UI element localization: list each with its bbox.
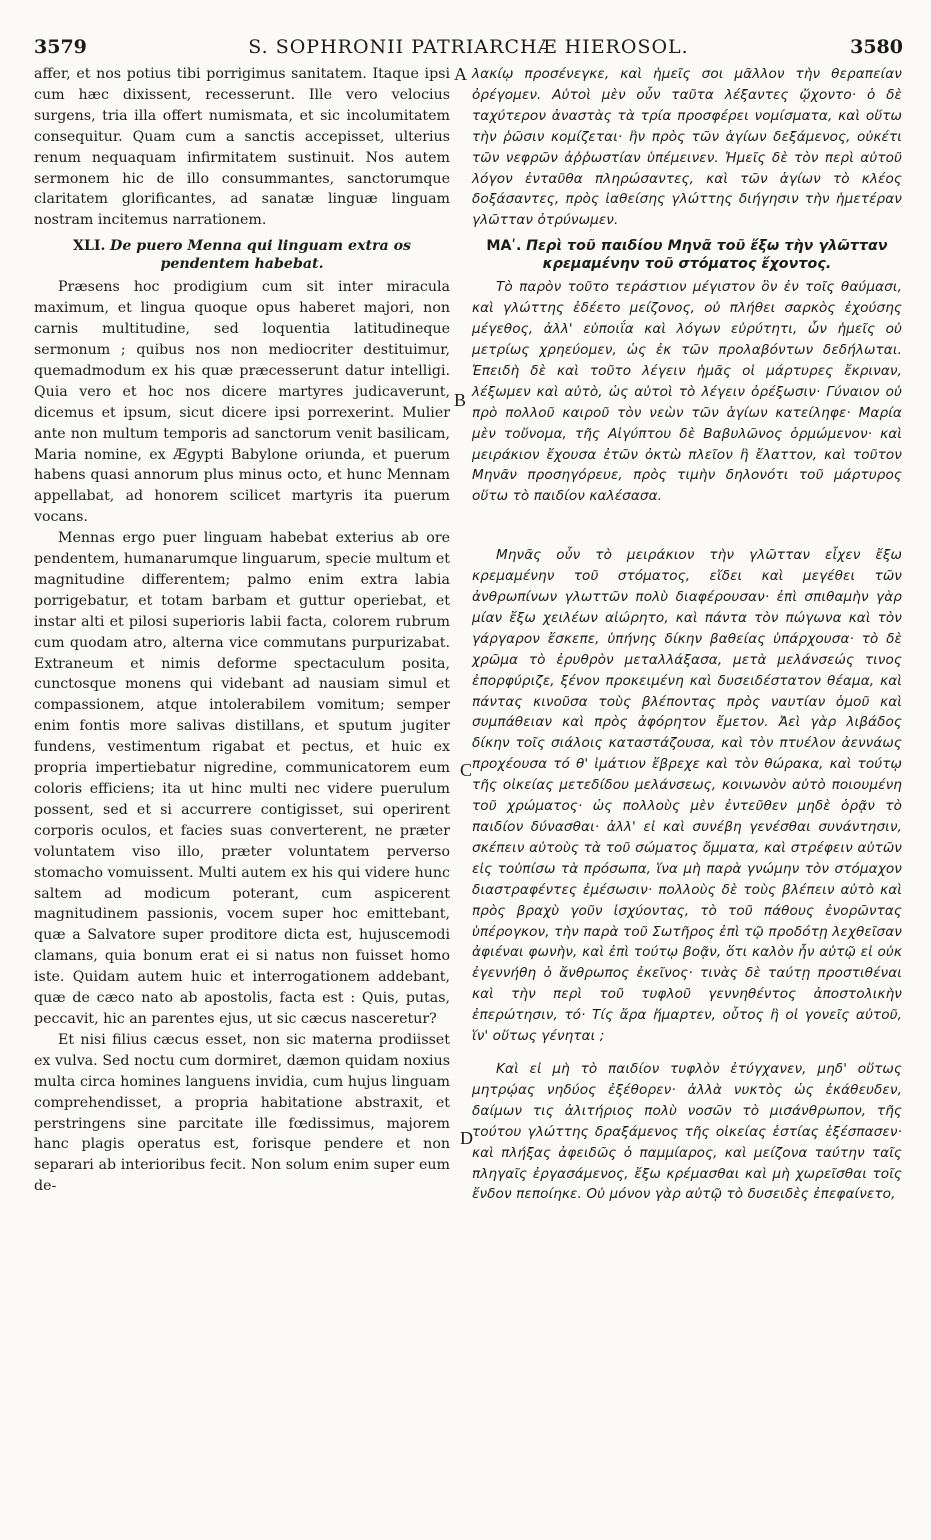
greek-spacer-2 [472,1047,902,1059]
latin-column [34,64,450,1197]
greek-paragraph-3: Μηνᾶς οὖν τὸ μειράκιον τὴν γλῶτταν εἶχεν ἔξω κρεμαμένην τοῦ στόματος, εἴδει καὶ μεγέθει τῶν ἀνθρωπίνων γλωττῶν πολὺ διαφέρουσαν· ἐπὶ σπιθαμὴν γὰρ μίαν ἔξω χειλέων αἰώρητο, καὶ πάντα τὸν πώγωνα καὶ τὸν γάργαρον ἔσκεπε, ὑπήνης δίκην βαθείας ὑπάρχουσα· τὸ δὲ χρῶμα τὸ ἐρυθρὸν μεταλλάξασα, μετὰ μελάνσεώς τινος ἐπορφύριζε, ξένον προκειμένη καὶ δυσειδέστατον θέαμα, καὶ πάντας κινοῦσα τοὺς βλέποντας πρὸς ναυτίαν ὁμοῦ καὶ συμπάθειαν καὶ πρὸς ἀφόρητον ἔμετον. Ἀεὶ γὰρ λιβάδος δίκην τοῖς σιάλοις καταστάζουσα, καὶ τὸν πτυέλον ἀεννάως προχέουσα τό θ' ἱμάτιον ἔβρεχε καὶ τὸν θώρακα, καὶ τούτῳ τῆς οἰκείας μετεδίδου μελάνσεως, κοινωνὸν αὐτὸ ποιουμένη τοῦ χρώματος· ὡς πολλοὺς μὲν ἐντεῦθεν μηδὲ ὁρᾷν τὸ παιδίον δύνασθαι· ἀλλ' εἰ καὶ συνέβη γενέσθαι συνάντησιν, σκέπειν αὐτοὺς τὰ τοῦ σώματος ὄμματα, καὶ στρέφειν αὐτῶν εἰς τοὐπίσω τὰ πρόσωπα, ἵνα μὴ παρὰ γνώμην τὸν στόμαχον διαστραφέντες ἐμέσωσιν· πολλοὺς δὲ τοὺς βλέπειν αὐτὸ καὶ πρὸς βραχὺ γοῦν ἰσχύοντας, τὸ τοῦ πάθους ἐνορῶντας ὑπέρογκον, τὴν παρὰ τοῦ Σωτῆρος ἐπὶ τῷ προδότῃ λεχθεῖσαν ἀφιέναι φωνὴν, καὶ ἐπὶ τούτῳ βοᾷν, ὅτι καλὸν ἦν αὐτῷ εἰ οὐκ ἐγεννήθη ὁ ἄνθρωπος ἐκεῖνος· τινὰς δὲ ταύτῃ προστιθέναι καὶ τὴν περὶ τοῦ τυφλοῦ γεννηθέντος ἀποστολικὴν ἐπερώτησιν, τό· Τίς ἄρα ἥμαρτεν, οὗτος ἢ οἱ γονεῖς αὐτοῦ, ἵν' οὕτως γένηται ; [472,547,902,1045]
greek-chapter-title: Περὶ τοῦ παιδίου Μηνᾶ τοῦ ἔξω τὴν γλῶτταν κρεμαμένην τοῦ στόματος ἔχοντος. [526,238,888,273]
latin-chapter-heading [34,237,450,273]
latin-paragraph-1: affer, et nos potius tibi porrigimus sanitatem. Itaque ipsi cum hæc dixissent, recesserunt. Ille vero velocius surgens, tria illa offert numismata, et sic incolumitatem consequitur. Quam cum a sanctis accepisset, ulterius renum nequaquam infirmitatem sustinuit. Nos autem sermonem hic de illo consummantes, sanctorumque claritatem glorificantes, ad sanatæ linguæ linguam nostram incitemus narrationem. [34,66,450,229]
section-marker-a: A [454,64,467,84]
greek-spacer [472,507,902,545]
page-header [34,36,903,60]
running-title: S. SOPHRONII PATRIARCHÆ HIEROSOL. [248,36,689,58]
latin-paragraph-4: Et nisi filius cæcus esset, non sic materna prodiisset ex vulva. Sed noctu cum dormiret, dæmon quidam noxius multa circa homines languens invidia, cum hujus linguam comprehendisset, a propria habitatione abstraxit, et perstringens sine parcitate ille fœdissimus, majorem hanc plagis operatus est, forisque pendere et non separari ab interioribus fecit. Non solum enim super eum de- [34,1031,450,1195]
latin-paragraph-2: Præsens hoc prodigium cum sit inter miracula maximum, et lingua quoque opus haberet majori, non carnis multitudine, sed loquentia latitudineque sermonum ; quibus nos non mediocriter destituimur, quemadmodum ex his quæ præcesserunt datur intelligi. Quia vero et hoc nos dicere martyres judicaverunt, dicemus et ipsum, sicut dicere ipsi porrexerint. Mulier ante non multum temporis ad sanctorum venit basilicam, Maria nomine, ex Ægypti Babylone oriunda, et puerum habens quasi annorum plus minus octo, et hunc Mennam appellabat, ad honorem scilicet martyris ita puerum vocans. [34,279,450,526]
section-marker-c: C [460,760,473,780]
latin-chapter-number: XLI. [72,238,106,255]
greek-paragraph-2: Τὸ παρὸν τοῦτο τεράστιον μέγιστον ὂν ἐν τοῖς θαύμασι, καὶ γλώττης ἐδέετο μείζονος, οὐ πλήθει σαρκὸς ἐχούσης μέγεθος, ἀλλ' εὐποιΐα καὶ λόγων εὐρύτητι, ὧν ἡμεῖς οὐ μετρίως χρηεύομεν, ὡς ἐκ τῶν προλαβόντων δεδήλωται. Ἐπειδὴ δὲ καὶ τοῦτο λέγειν ἡμᾶς οἱ μάρτυρες ἔκριναν, λέξωμεν καὶ αὐτὸ, ὡς αὐτοὶ τὸ λέγειν ὀρέξωσιν· Γύναιον οὐ πρὸ πολλοῦ καιροῦ τὸν νεὼν τῶν ἁγίων κατείληφε· Μαρία μὲν τοὔνομα, τῆς Αἰγύπτου δὲ Βαβυλῶνος ὁρμώμενον· καὶ μειράκιον ἔχουσα ἐτῶν ὀκτὼ πλεῖον ἢ ἔλαττον, καὶ τοῦτον Μηνᾶν προσηγόρευε, πρὸς τιμὴν δηλονότι τοῦ μάρτυρος οὕτω τὸ παιδίον καλέσασα. [472,279,902,505]
greek-column [472,64,902,1205]
page-number-left: 3579 [34,36,87,58]
latin-paragraph-3: Mennas ergo puer linguam habebat exterius ab ore pendentem, humanarumque linguarum, specie multum et magnitudine differentem; palmo enim extra labia porrigebatur, et totam barbam et guttur operiebat, et instar alti et pilosi superioris labii facta, colorem rubrum cum quodam atro, alterna vice commutans purpurizabat. Extraneum et nimis deforme spectaculum posita, cunctosque monens qui videbant ad nausiam simul et compassionem, atque intolerabilem vomitum; semper enim fontis more salivas distillans, et sputum jugiter fundens, vestimentum rigabat et pectus, et huic ex propria impertiebatur nigredine, communicatorem eum coloris efficiens; ita ut hinc multi nec videre puerulum possent, sed et si accurrere contigisset, sui operirent corporis oculos, et facies suas converterent, ne præter voluntatem viso illo, præter voluntatem perverso stomacho vomuissent. Multi autem ex his qui videre hunc saltem ad modicum poterant, cum aspicerent magnitudinem passionis, vocem super hoc emittebant, quæ a Salvatore super proditore dicta est, hujuscemodi clamans, quia bonum erat ei si natus non fuisset homo iste. Quidam autem huic et interrogationem addebant, quæ de cæco nato ab apostolis, facta est : Quis, putas, peccavit, hic an parentes ejus, ut sic cæcus nasceretur? [34,530,450,1027]
latin-chapter-title: De puero Menna qui linguam extra os pendentem habebat. [110,238,412,273]
greek-chapter-number: ΜΑʹ. [486,238,522,255]
section-marker-d: D [460,1128,473,1148]
greek-paragraph-4: Καὶ εἰ μὴ τὸ παιδίον τυφλὸν ἐτύγχανεν, μηδ' οὕτως μητρῴας νηδύος ἐξέθορεν· ἀλλὰ νυκτὸς ὡς ἐκάθευδεν, δαίμων τις ἀλιτήριος πολὺ νοσῶν τὸ μισάνθρωπον, τῆς τούτου γλώττης δραξάμενος τῆς οἰκείας ἑστίας ἐξέσπασεν· καὶ πλήξας ἀφειδῶς ὁ παμμίαρος, καὶ μείζονα ταύτην ταῖς πληγαῖς ἐργασάμενος, ἔξω κρέμασθαι καὶ μὴ χωρεῖσθαι τοῖς ἔνδον πεποίηκε. Οὐ μόνον γὰρ αὐτῷ τὸ δυσειδὲς ἐπεφαίνετο, [472,1060,902,1203]
greek-chapter-heading [472,237,902,273]
page-number-right: 3580 [850,36,903,58]
greek-paragraph-1: λακίῳ προσένεγκε, καὶ ἡμεῖς σοι μᾶλλον τὴν θεραπείαν ὀρέγομεν. Αὐτοὶ μὲν οὖν ταῦτα λέξαντες ᾤχοντο· ὁ δὲ ταχύτερον ἀναστὰς τὰ τρία προσφέρει νομίσματα, καὶ οὕτω τὴν ῥῶσιν κομίζεται· ἣν πρὸς τῶν ἁγίων δεξάμενος, οὐκέτι τῶν νεφρῶν ἀῤῥωστίαν ὑπέμεινεν. Ἡμεῖς δὲ τὸν περὶ αὐτοῦ λόγον ἐνταῦθα πληρώσαντες, καὶ τῶν ἁγίων τὸ κλέος δοξάσαντες, πρὸς ἰαθείσης γλώττης διήγησιν τὴν ἡμετέραν γλῶτταν ὀτρύνωμεν. [472,66,902,229]
section-marker-b: B [454,390,467,410]
